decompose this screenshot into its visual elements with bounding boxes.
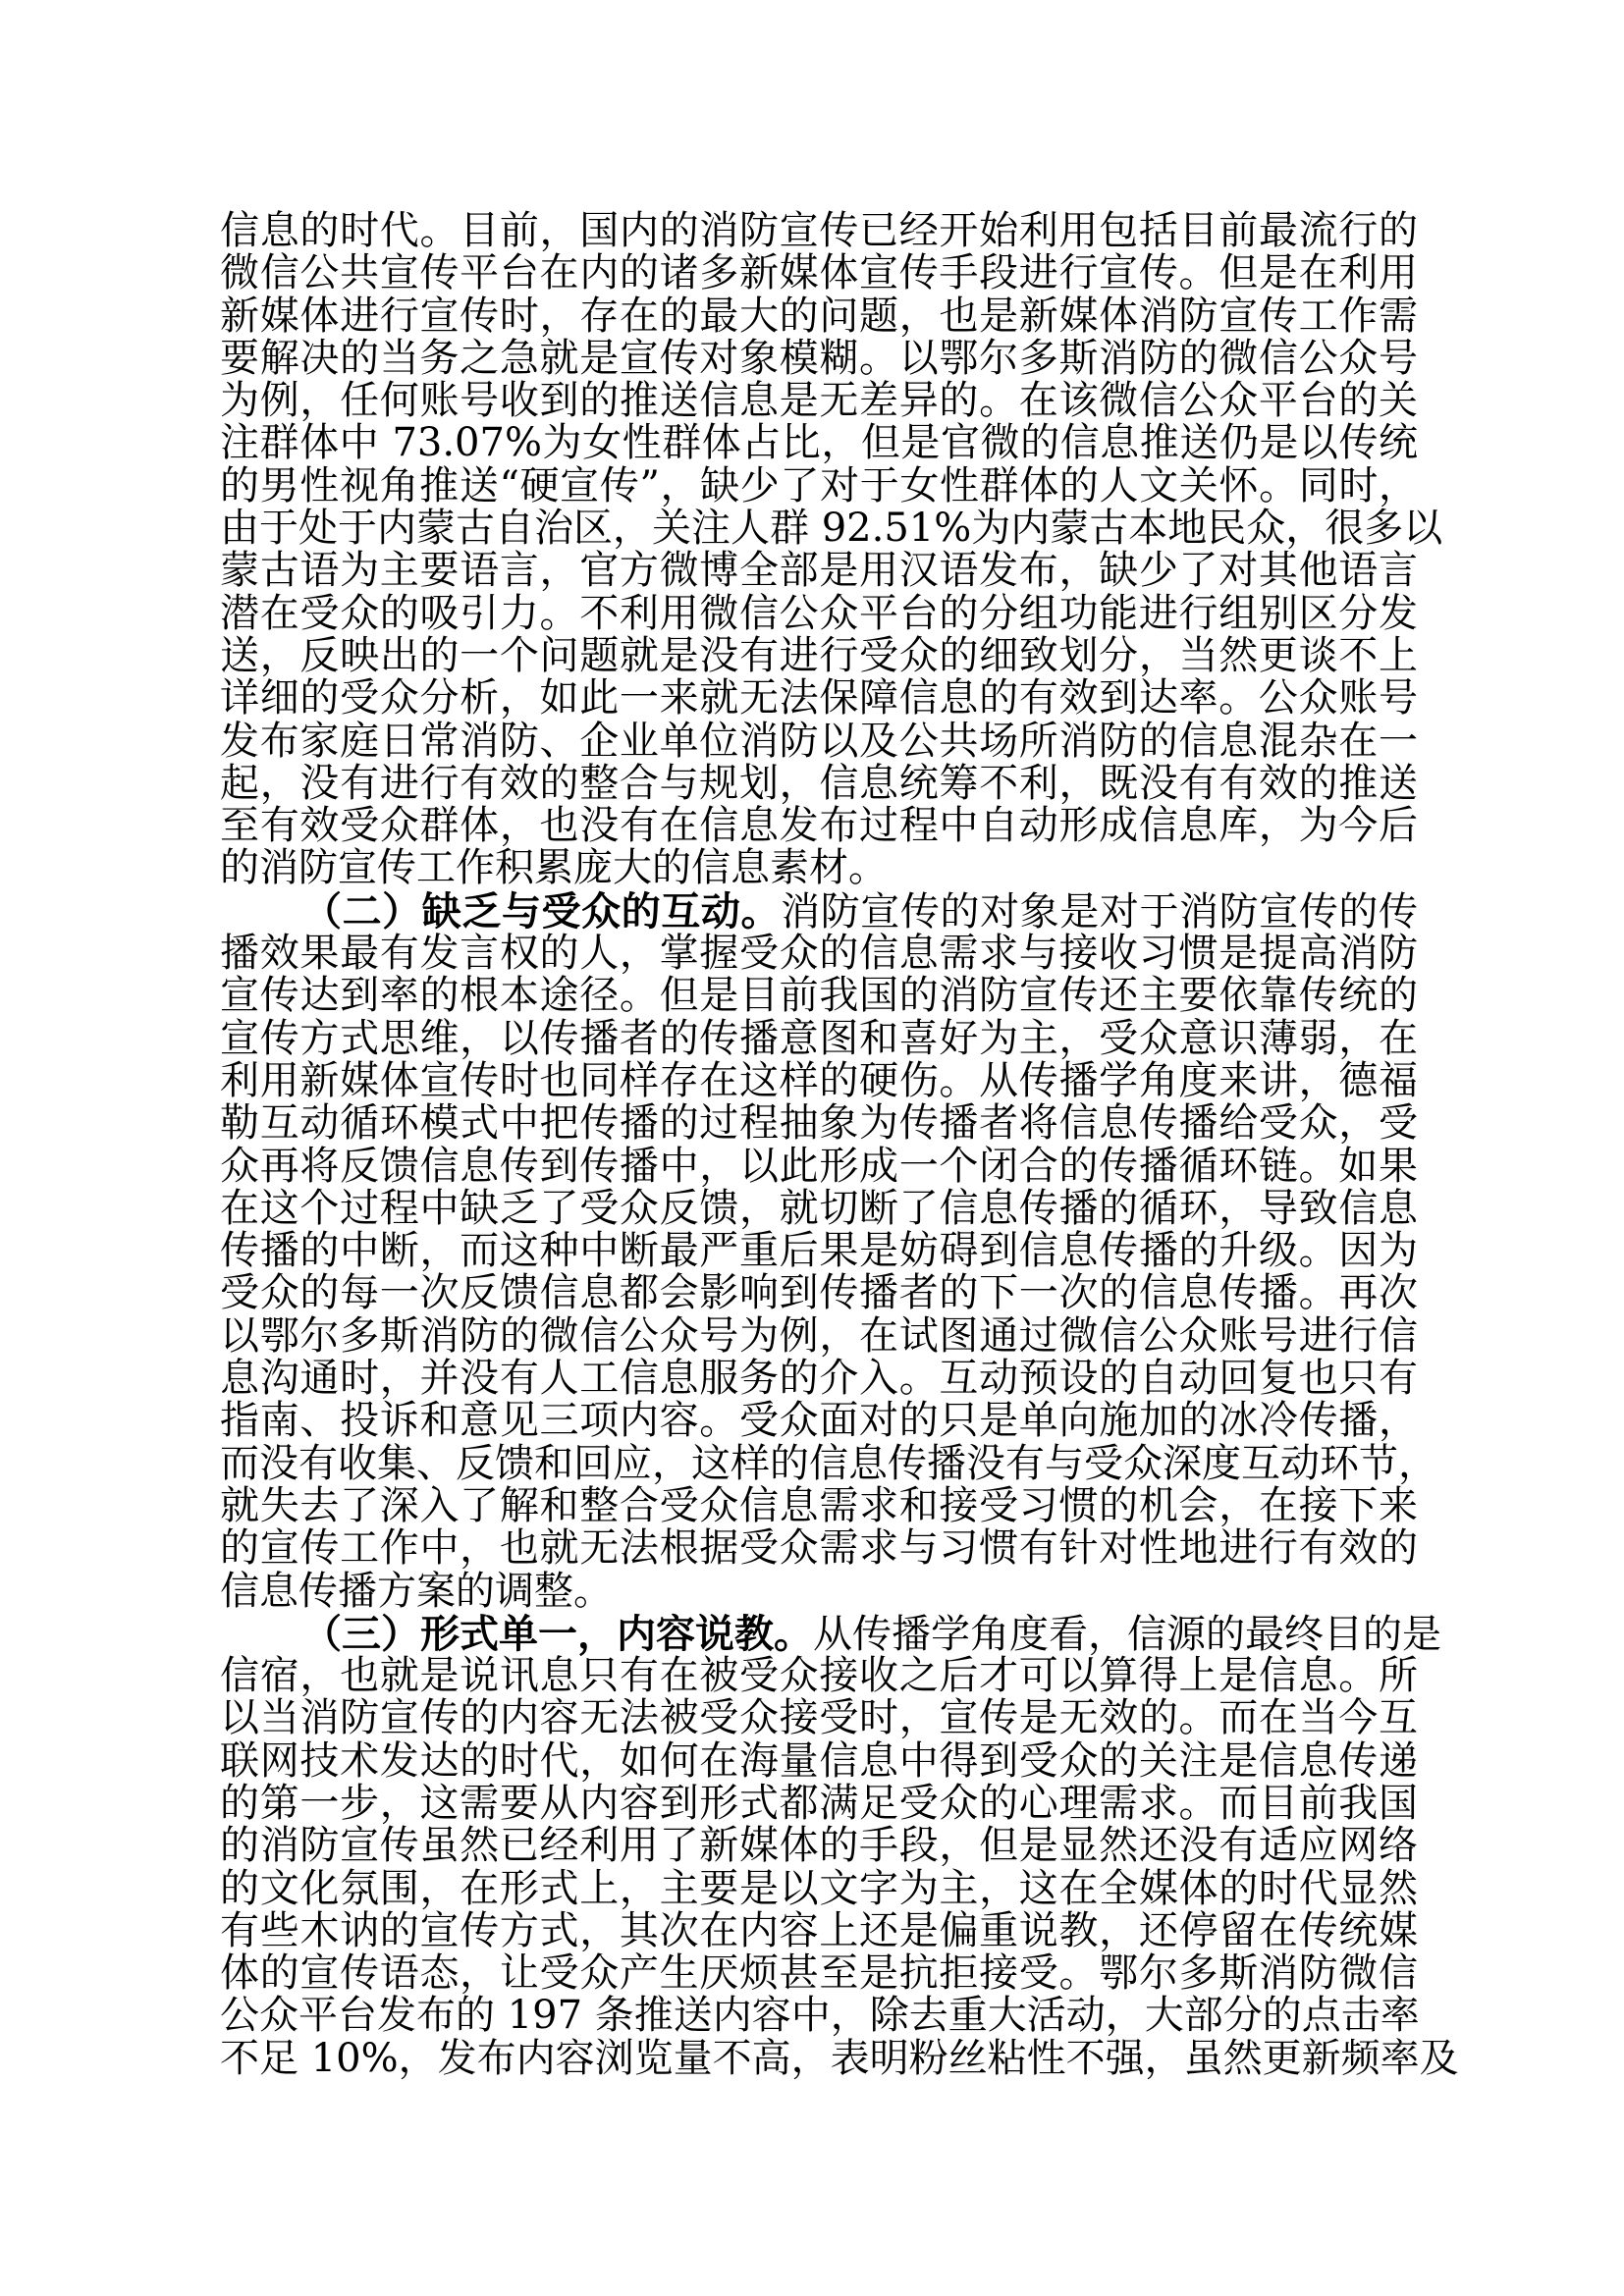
line-text: 以当消防宣传的内容无法被受众接受时，宣传是无效的。而在当今互 [220,1695,1418,1741]
line-text: 消防宣传的对象是对于消防宣传的传 [781,888,1419,934]
text-line [220,506,1443,552]
text-line [220,1865,1418,1911]
line-text: 的文化氛围，在形式上，主要是以文字为主，这在全媒体的时代显然 [220,1865,1418,1911]
text-line [220,1737,1418,1784]
document-body [220,208,1459,2081]
line-text: 的消防宣传工作积累庞大的信息素材。 [220,845,888,891]
text-line [220,1995,1418,2037]
text-line [220,1400,1418,1442]
line-text: 送，反映出的一个问题就是没有进行受众的细致划分，当然更谈不上 [220,632,1418,678]
line-text: 要解决的当务之急就是宣传对象模糊。以鄂尔多斯消防的微信公众号 [220,335,1418,381]
text-line [220,1527,1418,1570]
line-text: 信息传播方案的调整。 [220,1568,613,1614]
text-line [220,252,1418,294]
text-line [220,422,1418,464]
text-line [220,1185,1418,1231]
text-line [220,1697,1418,1739]
line-text: 在这个过程中缺乏了受众反馈，就切断了信息传播的循环，导致信息 [220,1185,1418,1231]
text-line [220,295,1418,338]
text-line [220,933,1418,975]
line-text: 以鄂尔多斯消防的微信公众号为例，在试图通过微信公众账号进行信 [220,1312,1418,1359]
line-text: 联网技术发达的时代，如何在海量信息中得到受众的关注是信息传递 [220,1737,1418,1784]
line-text: 而没有收集、反馈和回应，这样的信息传播没有与受众深度互动环节， [220,1440,1437,1486]
line-text: 不足 10%，发布内容浏览量不高，表明粉丝粘性不强，虽然更新频率及 [220,2035,1459,2081]
text-line [220,632,1418,678]
line-text: 详细的受众分析，如此一来就无法保障信息的有效到达率。公众账号 [220,675,1418,721]
text-line [220,847,1418,889]
text-line [220,1907,1418,1953]
line-text: 信息的时代。目前，国内的消防宣传已经开始利用包括目前最流行的 [220,208,1418,253]
text-line [220,2035,1459,2081]
text-line [220,1230,1418,1272]
line-text: 众再将反馈信息传到传播中，以此形成一个闭合的传播循环链。如果 [220,1143,1418,1189]
line-text: 微信公共宣传平台在内的诸多新媒体宣传手段进行宣传。但是在利用 [220,250,1418,296]
text-line [220,1568,1418,1614]
text-line [220,975,1418,1017]
text-line [220,335,1418,381]
line-text: 勒互动循环模式中把传播的过程抽象为传播者将信息传播给受众，受 [220,1100,1418,1147]
line-text: 播效果最有发言权的人，掌握受众的信息需求与接收习惯是提高消防 [220,931,1418,977]
text-line [220,1057,1418,1103]
paragraph [220,887,1437,1614]
text-line [220,760,1418,806]
line-text: 的男性视角推送“硬宣传”，缺少了对于女性群体的人文关怀。同时， [220,462,1418,508]
line-text: 的消防宣传虽然已经利用了新媒体的手段，但是显然还没有适应网络 [220,1823,1418,1869]
section-heading: （二）缺乏与受众的互动。 [302,887,782,934]
line-text: 就失去了深入了解和整合受众信息需求和接受习惯的机会，在接下来 [220,1482,1418,1528]
text-line [220,1610,1441,1657]
text-line [220,1312,1418,1359]
text-line [220,550,1418,592]
line-text: 宣传达到率的根本途径。但是目前我国的消防宣传还主要依靠传统的 [220,973,1418,1019]
line-text: 宣传方式思维，以传播者的传播意图和喜好为主，受众意识薄弱，在 [220,1015,1418,1061]
text-line [220,1952,1418,1995]
line-text: 潜在受众的吸引力。不利用微信公众平台的分组功能进行组别区分发 [220,590,1418,636]
text-line [220,1780,1418,1826]
line-text: 指南、投诉和意见三项内容。受众面对的只是单向施加的冰冷传播， [220,1398,1418,1444]
text-line [220,1102,1418,1145]
line-text: 新媒体进行宣传时，存在的最大的问题，也是新媒体消防宣传工作需 [220,293,1418,339]
text-line [220,887,1419,934]
line-text: 有些木讷的宣传方式，其次在内容上还是偏重说教，还停留在传统媒 [220,1907,1418,1953]
line-text: 受众的每一次反馈信息都会影响到传播者的下一次的信息传播。再次 [220,1270,1418,1316]
text-line [220,1358,1418,1400]
text-line [220,718,1418,764]
text-line [220,210,1418,252]
text-line [220,677,1418,720]
line-text: 公众平台发布的 197 条推送内容中，除去重大活动，大部分的点击率 [220,1993,1420,2039]
line-text: 注群体中 73.07%为女性群体占比，但是官微的信息推送仍是以传统 [220,420,1418,466]
line-text: 的宣传工作中，也就无法根据受众需求与习惯有针对性地进行有效的 [220,1525,1418,1572]
line-text: 发布家庭日常消防、企业单位消防以及公共场所消防的信息混杂在一 [220,718,1418,764]
paragraph [220,208,1443,891]
text-line [220,462,1418,508]
line-text: 由于处于内蒙古自治区，关注人群 92.51%为内蒙古本地民众，很多以 [220,506,1443,552]
line-text: 起，没有进行有效的整合与规划，信息统筹不利，既没有有效的推送 [220,760,1418,806]
section-heading: （三）形式单一，内容说教。 [302,1610,813,1657]
line-text: 的第一步，这需要从内容到形式都满足受众的心理需求。而目前我国 [220,1780,1418,1826]
text-line [220,1440,1437,1486]
line-text: 体的宣传语态，让受众产生厌烦甚至是抗拒接受。鄂尔多斯消防微信 [220,1950,1418,1997]
text-line [220,805,1418,847]
line-text: 信宿，也就是说讯息只有在被受众接收之后才可以算得上是信息。所 [220,1653,1418,1699]
text-line [220,1272,1418,1314]
line-text: 至有效受众群体，也没有在信息发布过程中自动形成信息库，为今后 [220,803,1418,849]
text-line [220,1143,1418,1189]
line-text: 蒙古语为主要语言，官方微博全部是用汉语发布，缺少了对其他语言 [220,548,1418,594]
paragraph [220,1610,1459,2081]
text-line [220,380,1418,422]
line-text: 利用新媒体宣传时也同样存在这样的硬伤。从传播学角度来讲，德福 [220,1057,1418,1103]
text-line [220,1655,1418,1697]
text-line [220,590,1418,636]
text-line [220,1825,1418,1867]
line-text: 为例，任何账号收到的推送信息是无差异的。在该微信公众平台的关 [220,378,1418,424]
line-text: 传播的中断，而这种中断最严重后果是妨碍到信息传播的升级。因为 [220,1228,1418,1274]
text-line [220,1482,1418,1528]
text-line [220,1015,1418,1061]
line-text: 从传播学角度看，信源的最终目的是 [813,1611,1441,1657]
line-text: 息沟通时，并没有人工信息服务的介入。互动预设的自动回复也只有 [220,1356,1418,1402]
